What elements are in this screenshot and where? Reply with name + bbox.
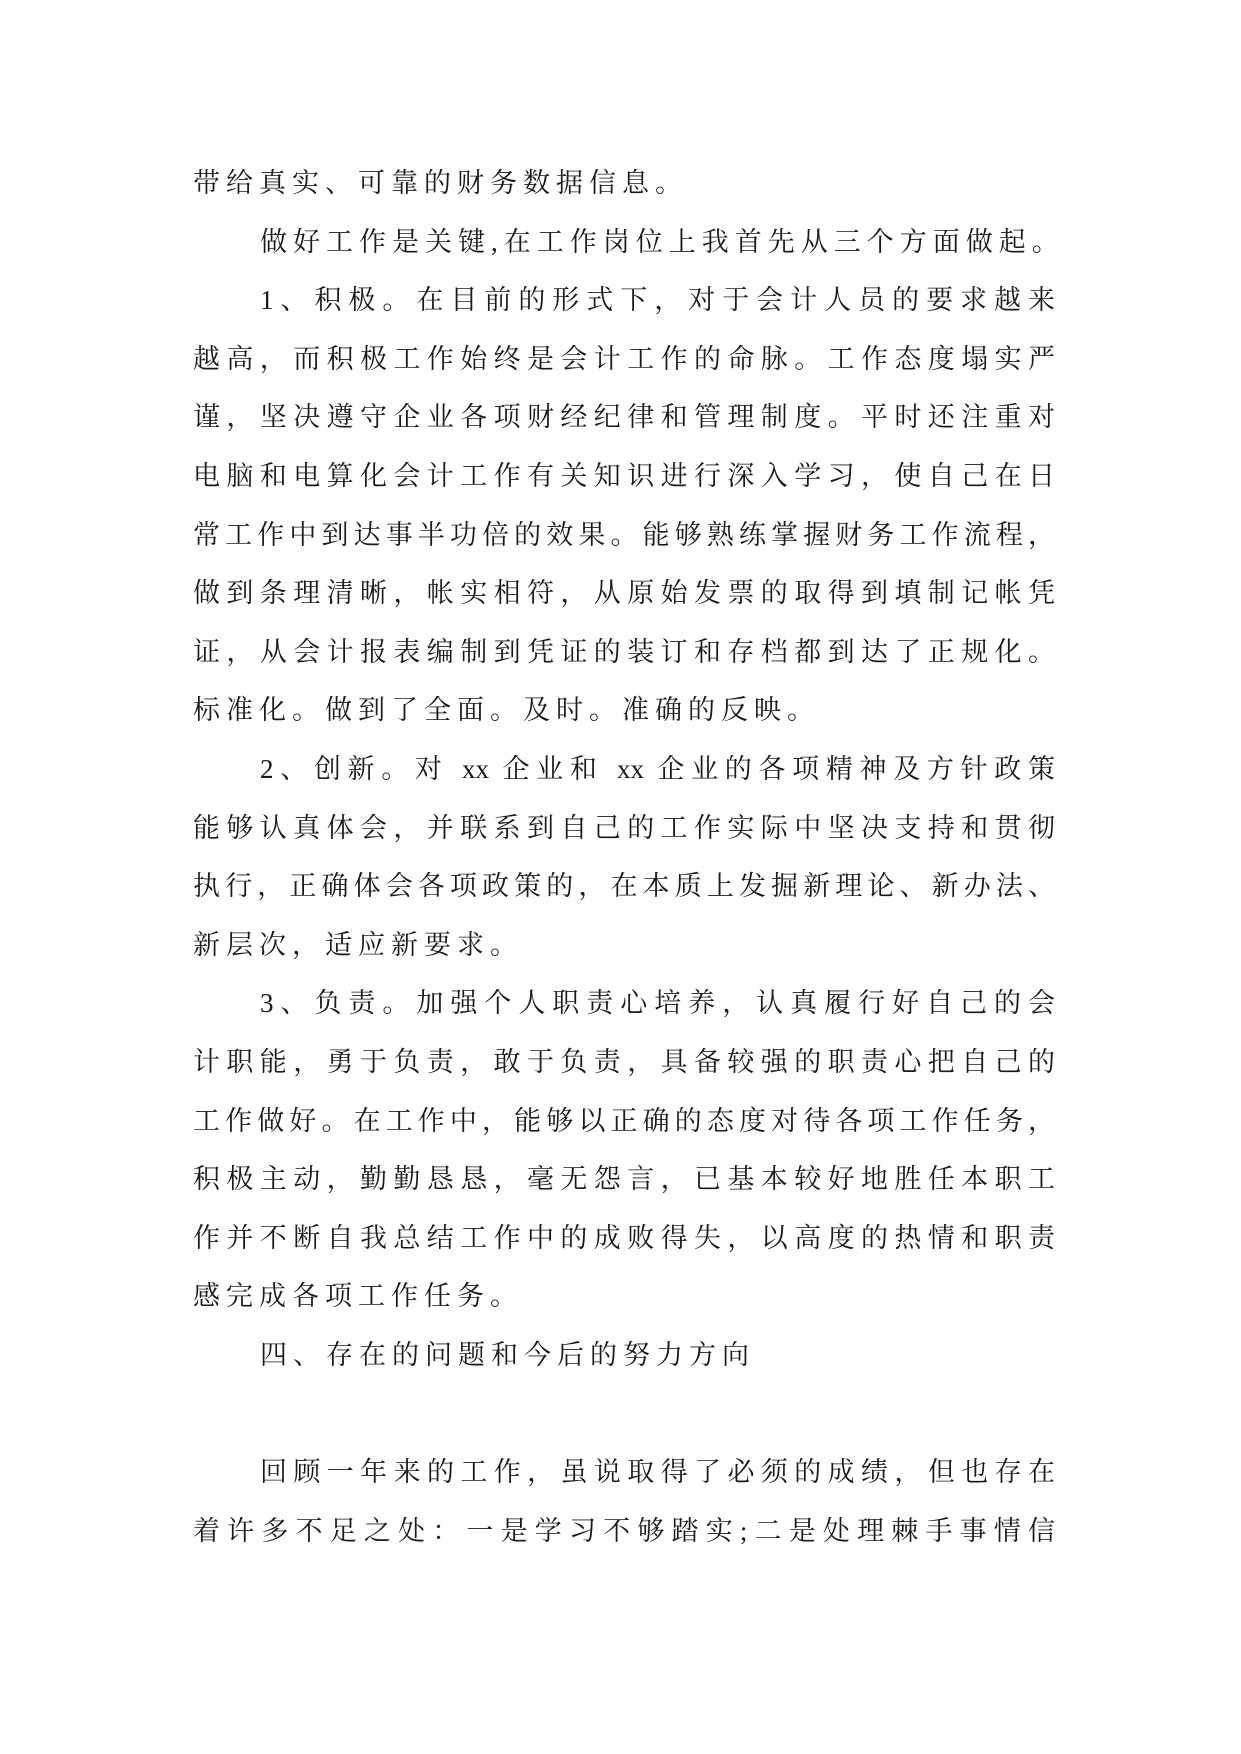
text-line: 电脑和电算化会计工作有关知识进行深入学习，使自己在日	[193, 460, 1055, 491]
text-line: 越高，而积极工作始终是会计工作的命脉。工作态度塌实严	[193, 343, 1055, 374]
section-heading: 四、存在的问题和今后的努力方向	[260, 1339, 755, 1370]
list-item-heading-line: 1、积极。在目前的形式下，对于会计人员的要求越来	[260, 285, 1055, 316]
text-line: 着许多不足之处：一是学习不够踏实;二是处理棘手事情信	[193, 1515, 1055, 1546]
list-item-heading-line: 2、创新。对 xx 企业和 xx 企业的各项精神及方针政策	[260, 753, 1055, 784]
text-line: 能够认真体会，并联系到自己的工作实际中坚决支持和贯彻	[193, 812, 1055, 843]
text-line: 感完成各项工作任务。	[193, 1281, 523, 1312]
text-line: 证，从会计报表编制到凭证的装订和存档都到达了正规化。	[193, 636, 1055, 667]
text-line: 标准化。做到了全面。及时。准确的反映。	[193, 695, 820, 726]
blank-line	[193, 1384, 1055, 1443]
text-line: 带给真实、可靠的财务数据信息。	[193, 168, 688, 198]
text-line: 计职能，勇于负责，敢于负责，具备较强的职责心把自己的	[193, 1046, 1055, 1077]
document-body	[193, 154, 1065, 1560]
text-line: 积极主动，勤勤恳恳，毫无怨言，已基本较好地胜任本职工	[193, 1164, 1055, 1195]
text-line: 谨，坚决遵守企业各项财经纪律和管理制度。平时还注重对	[193, 402, 1055, 433]
text-line: 工作做好。在工作中，能够以正确的态度对待各项工作任务，	[193, 1105, 1055, 1136]
paragraph-text-line: 回顾一年来的工作，虽说取得了必须的成绩，但也存在	[260, 1457, 1055, 1488]
list-item-heading-line: 3、负责。加强个人职责心培养，认真履行好自己的会	[260, 988, 1055, 1019]
text-line: 执行，正确体会各项政策的，在本质上发掘新理论、新办法、	[193, 871, 1055, 902]
paragraph-text-line: 做好工作是关键,在工作岗位上我首先从三个方面做起。	[260, 226, 1065, 257]
text-line: 常工作中到达事半功倍的效果。能够熟练掌握财务工作流程，	[193, 519, 1055, 550]
text-line: 作并不断自我总结工作中的成败得失，以高度的热情和职责	[193, 1222, 1055, 1253]
text-line: 新层次，适应新要求。	[193, 929, 523, 960]
text-line: 做到条理清晰，帐实相符，从原始发票的取得到填制记帐凭	[193, 578, 1055, 609]
